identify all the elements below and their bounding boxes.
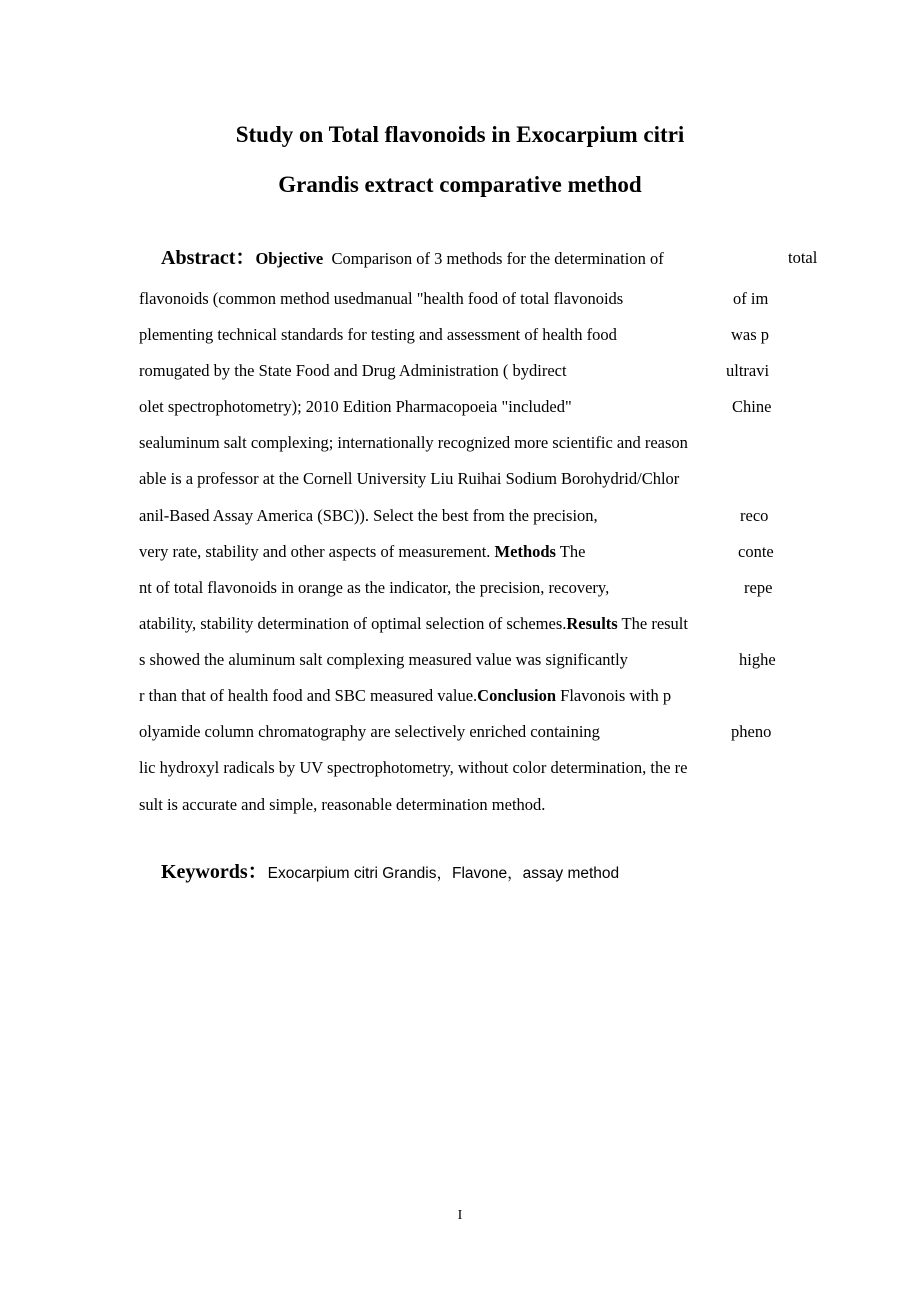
page-number: I bbox=[457, 1208, 463, 1223]
keywords-label: Keywords： bbox=[161, 861, 268, 883]
conclusion-label: Conclusion bbox=[477, 686, 557, 705]
abstract-line-1 bbox=[161, 246, 664, 270]
results-label: Results bbox=[566, 614, 618, 633]
abstract-line-right: was p bbox=[731, 325, 770, 344]
abstract-line-right: ultravi bbox=[726, 361, 770, 380]
title-line-1: Study on Total flavonoids in Exocarpium citri bbox=[235, 122, 685, 147]
abstract-line-4: romugated by the State Food and Drug Administration ( bydirect bbox=[139, 361, 567, 380]
abstract-line-right: repe bbox=[744, 578, 773, 597]
abstract-line-9 bbox=[139, 540, 585, 564]
abstract-line-13 bbox=[139, 684, 671, 708]
abstract-line-text-after: The result bbox=[617, 614, 688, 633]
abstract-line-11 bbox=[139, 612, 688, 636]
abstract-line-text: Comparison of 3 methods for the determination of bbox=[331, 249, 664, 268]
abstract-line-right: highe bbox=[739, 650, 776, 669]
abstract-line-5: olet spectrophotometry); 2010 Edition Pharmacopoeia "included" bbox=[139, 397, 572, 416]
abstract-line-text: r than that of health food and SBC measured value. bbox=[139, 686, 478, 705]
abstract-line-right: total bbox=[788, 248, 818, 267]
abstract-line-6: sealuminum salt complexing; internationally recognized more scientific and reason bbox=[139, 433, 688, 452]
abstract-line-text-after: The bbox=[555, 542, 586, 561]
objective-label: Objective bbox=[255, 249, 324, 268]
abstract-line-right: reco bbox=[740, 506, 769, 525]
keywords-line bbox=[161, 860, 619, 884]
title-line-2: Grandis extract comparative method bbox=[278, 172, 642, 197]
abstract-line-8: anil-Based Assay America (SBC)). Select the best from the precision, bbox=[139, 506, 598, 525]
abstract-line-16: sult is accurate and simple, reasonable determination method. bbox=[139, 795, 546, 814]
abstract-line-text-after: Flavonois with p bbox=[556, 686, 672, 705]
abstract-line-right: of im bbox=[733, 289, 769, 308]
abstract-line-14: olyamide column chromatography are selectively enriched containing bbox=[139, 722, 600, 741]
abstract-line-10: nt of total flavonoids in orange as the indicator, the precision, recovery, bbox=[139, 578, 610, 597]
abstract-line-right: pheno bbox=[731, 722, 772, 741]
abstract-line-3: plementing technical standards for testing and assessment of health food bbox=[139, 325, 617, 344]
abstract-line-7: able is a professor at the Cornell University Liu Ruihai Sodium Borohydrid/Chlor bbox=[139, 469, 680, 488]
abstract-line-15: lic hydroxyl radicals by UV spectrophotometry, without color determination, the re bbox=[139, 758, 688, 777]
abstract-line-12: s showed the aluminum salt complexing measured value was significantly bbox=[139, 650, 628, 669]
abstract-line-2: flavonoids (common method usedmanual "health food of total flavonoids bbox=[139, 289, 624, 308]
abstract-line-text: atability, stability determination of optimal selection of schemes. bbox=[139, 614, 567, 633]
abstract-line-right: Chine bbox=[732, 397, 772, 416]
abstract-line-right: conte bbox=[738, 542, 774, 561]
abstract-label: Abstract： bbox=[161, 247, 256, 269]
methods-label: Methods bbox=[494, 542, 556, 561]
keywords-text: Exocarpium citri Grandis，Flavone，assay method bbox=[267, 865, 620, 882]
abstract-line-text: very rate, stability and other aspects of measurement. bbox=[139, 542, 491, 561]
